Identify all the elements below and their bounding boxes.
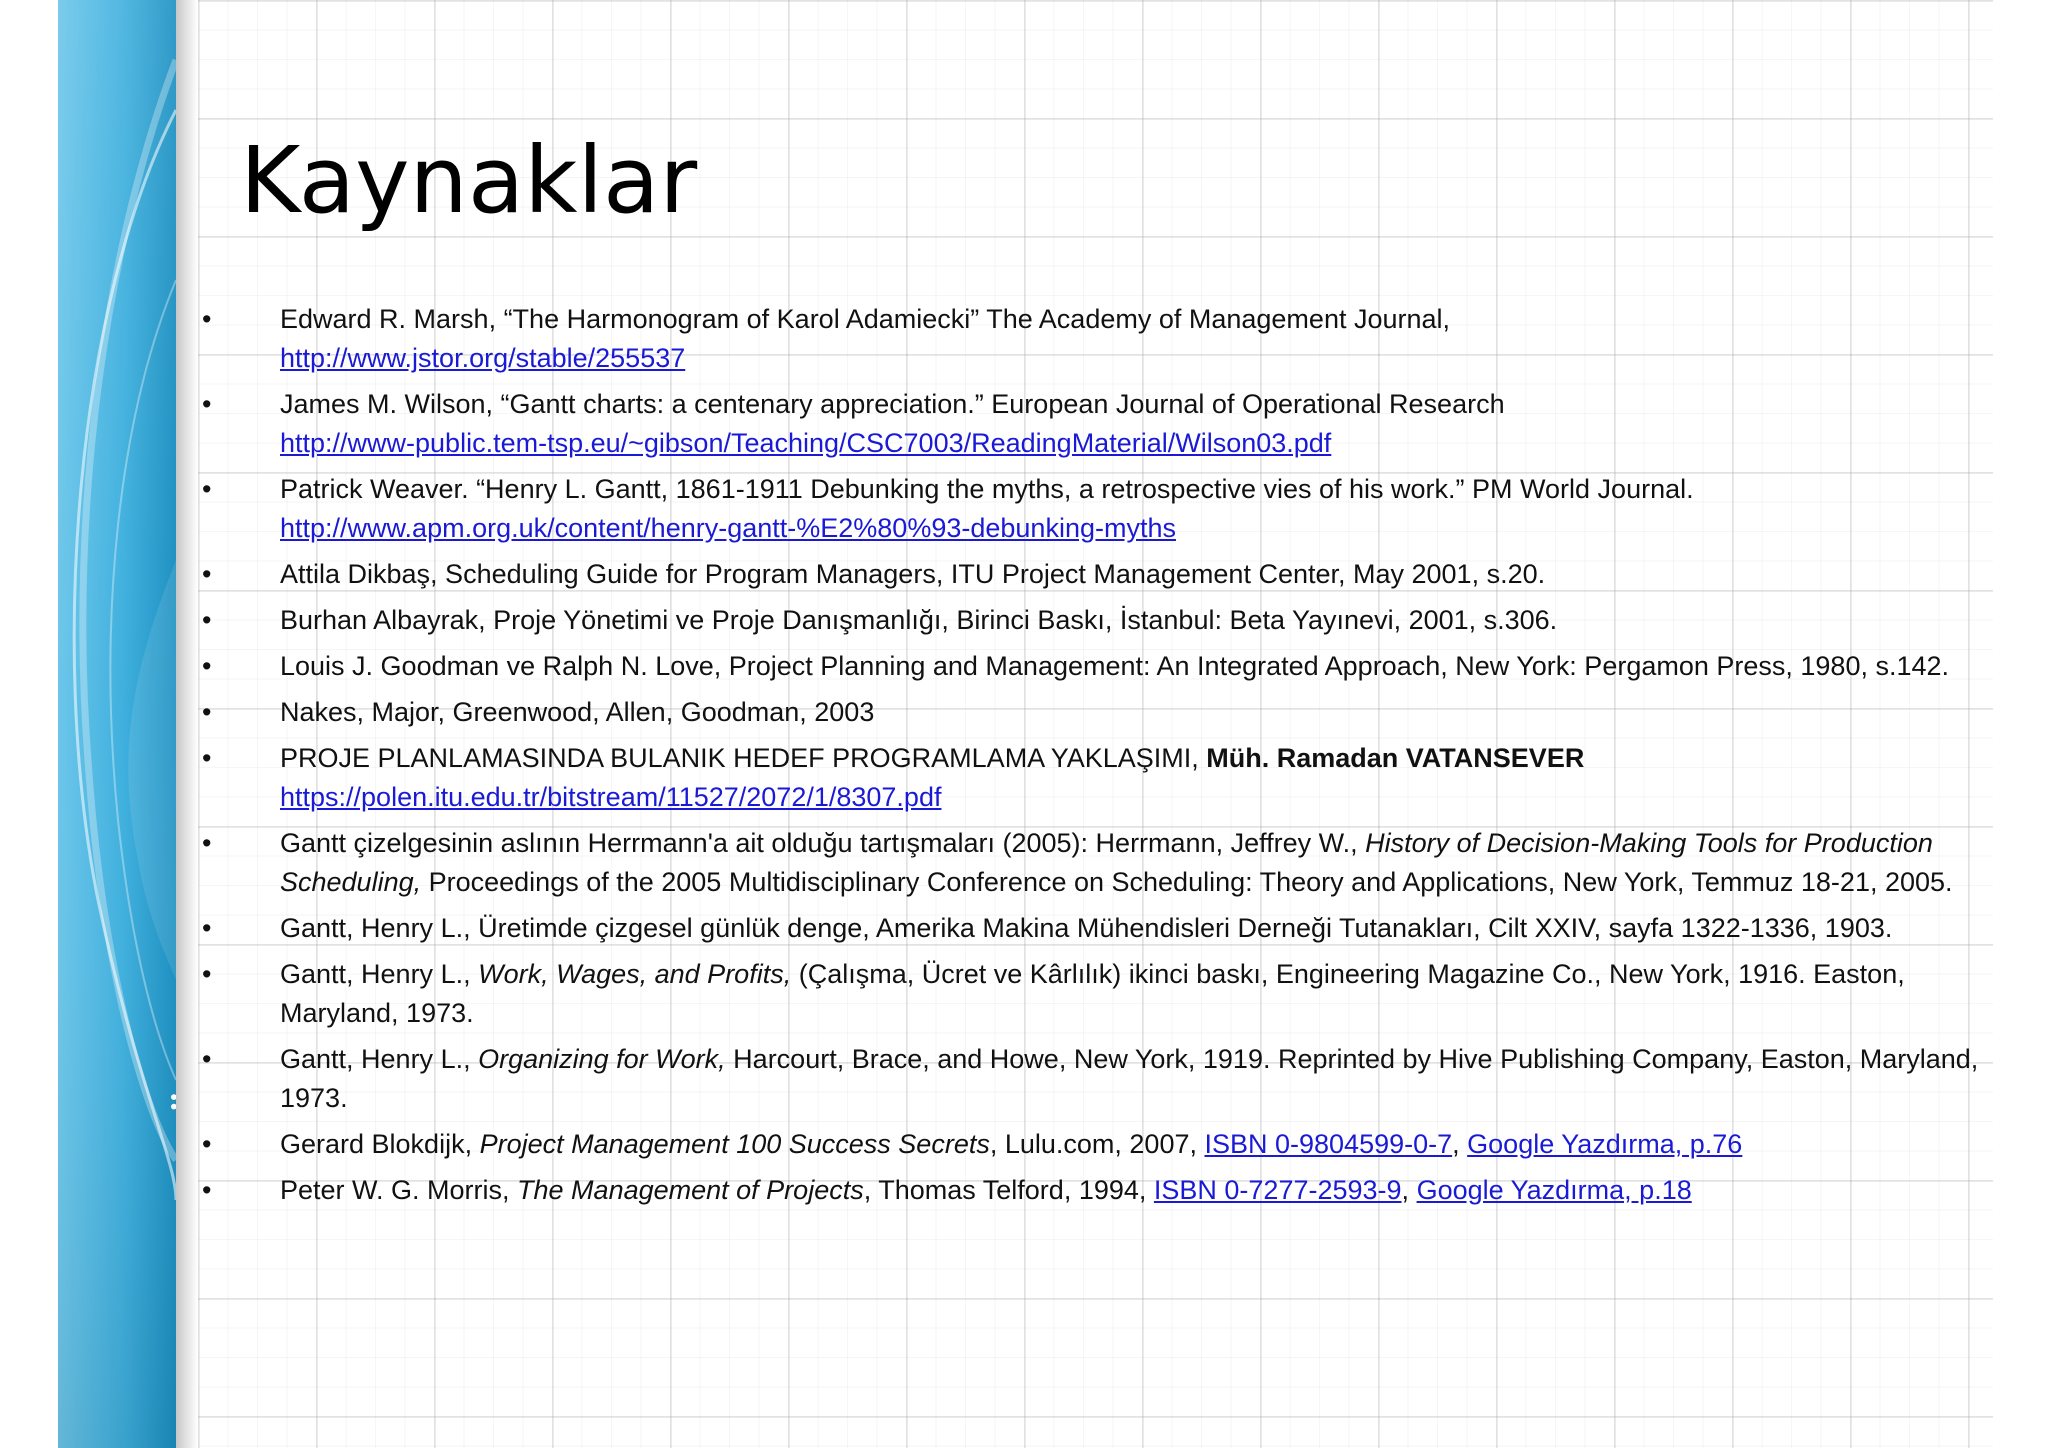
reference-item-13 bbox=[196, 1125, 1986, 1164]
reference-text: Peter W. G. Morris, bbox=[280, 1175, 518, 1205]
reference-link[interactable]: http://www-public.tem-tsp.eu/~gibson/Teaching/CSC7003/ReadingMaterial/Wilson03.pdf bbox=[280, 428, 1332, 458]
reference-text-tail: , Thomas Telford, 1994, bbox=[863, 1175, 1154, 1205]
reference-title-italic: Project Management 100 Success Secrets bbox=[479, 1129, 990, 1159]
reference-text: Gantt, Henry L., bbox=[280, 959, 479, 989]
slide-title: Kaynaklar bbox=[240, 127, 698, 234]
reference-item-7 bbox=[196, 693, 1986, 732]
reference-text: • James M. Wilson, “Gantt charts: a centenary appreciation.” European Journal of Operational Research bbox=[280, 389, 1505, 419]
slide-right-margin bbox=[1993, 0, 2048, 1448]
reference-text: PROJE PLANLAMASINDA BULANIK HEDEF PROGRAMLAMA YAKLAŞIMI, bbox=[280, 743, 1207, 773]
reference-title-italic: Work, Wages, and Profits, bbox=[478, 959, 792, 989]
reference-text: • Patrick Weaver. “Henry L. Gantt, 1861-1911 Debunking the myths, a retrospective vies of his work.” PM World Journal. bbox=[280, 474, 1694, 504]
reference-item-6 bbox=[196, 647, 1986, 686]
reference-list bbox=[196, 300, 1986, 1217]
reference-item-11 bbox=[196, 955, 1986, 1033]
reference-separator: , bbox=[1401, 1175, 1417, 1205]
reference-item-10 bbox=[196, 909, 1986, 948]
reference-text: Gantt çizelgesinin aslının Herrmann'a ait olduğu tartışmaları (2005): Herrmann, Jeffrey W., bbox=[280, 828, 1366, 858]
reference-item-3 bbox=[196, 470, 1986, 548]
google-print-link[interactable]: Google Yazdırma, p.76 bbox=[1467, 1129, 1743, 1159]
reference-link[interactable]: http://www.jstor.org/stable/255537 bbox=[280, 343, 686, 373]
reference-text-tail: Proceedings of the 2005 Multidisciplinary Conference on Scheduling: Theory and Applications, New York, Temmuz 18-21, 2005. bbox=[421, 867, 1953, 897]
reference-item-1 bbox=[196, 300, 1986, 378]
reference-title-italic: The Management of Projects bbox=[517, 1175, 864, 1205]
sidebar-shadow bbox=[176, 0, 198, 1448]
reference-text: Gerard Blokdijk, bbox=[280, 1129, 480, 1159]
reference-author-bold: Müh. Ramadan VATANSEVER bbox=[1206, 743, 1585, 773]
sidebar-swoosh-graphic bbox=[58, 0, 176, 1448]
reference-link[interactable]: https://polen.itu.edu.tr/bitstream/11527/2072/1/8307.pdf bbox=[280, 782, 942, 812]
reference-item-4 bbox=[196, 555, 1986, 594]
isbn-link[interactable]: ISBN 0-7277-2593-9 bbox=[1153, 1175, 1402, 1205]
reference-item-9 bbox=[196, 824, 1986, 902]
reference-text: Nakes, Major, Greenwood, Allen, Goodman, 2003 bbox=[280, 697, 875, 727]
reference-text: • Edward R. Marsh, “The Harmonogram of Karol Adamiecki” The Academy of Management Journal, bbox=[280, 304, 1451, 334]
reference-link[interactable]: http://www.apm.org.uk/content/henry-gantt-%E2%80%93-debunking-myths bbox=[280, 513, 1176, 543]
reference-text-tail: , Lulu.com, 2007, bbox=[989, 1129, 1205, 1159]
reference-item-8 bbox=[196, 739, 1986, 817]
google-print-link[interactable]: Google Yazdırma, p.18 bbox=[1416, 1175, 1692, 1205]
reference-text: Gantt, Henry L., bbox=[280, 1044, 479, 1074]
reference-item-12 bbox=[196, 1040, 1986, 1118]
sidebar-band bbox=[58, 0, 176, 1448]
reference-title-italic: Organizing for Work, bbox=[478, 1044, 726, 1074]
reference-item-2 bbox=[196, 385, 1986, 463]
reference-text-tail: Harcourt, Brace, and Howe, New York, 1919. Reprinted by Hive Publishing Company, Easton, Maryland, 1973. bbox=[280, 1044, 1979, 1113]
reference-separator: , bbox=[1452, 1129, 1468, 1159]
reference-text: Attila Dikbaş, Scheduling Guide for Program Managers, ITU Project Management Center, May 2001, s.20. bbox=[280, 559, 1546, 589]
reference-text: Gantt, Henry L., Üretimde çizgesel günlük denge, Amerika Makina Mühendisleri Derneği Tutanakları, Cilt XXIV, sayfa 1322-1336, 1903. bbox=[280, 913, 1893, 943]
reference-item-14 bbox=[196, 1171, 1986, 1210]
reference-item-5 bbox=[196, 601, 1986, 640]
reference-text: Louis J. Goodman ve Ralph N. Love, Project Planning and Management: An Integrated Approach, New York: Pergamon Press, 1980, s.142. bbox=[280, 651, 1950, 681]
reference-title-italic: History of Decision-Making Tools for Production Scheduling, bbox=[280, 828, 1933, 897]
isbn-link[interactable]: ISBN 0-9804599-0-7 bbox=[1204, 1129, 1453, 1159]
reference-text-tail: (Çalışma, Ücret ve Kârlılık) ikinci baskı, Engineering Magazine Co., New York, 1916. Easton, Maryland, 1973. bbox=[280, 959, 1905, 1028]
reference-text: Burhan Albayrak, Proje Yönetimi ve Proje Danışmanlığı, Birinci Baskı, İstanbul: Beta Yayınevi, 2001, s.306. bbox=[280, 605, 1558, 635]
